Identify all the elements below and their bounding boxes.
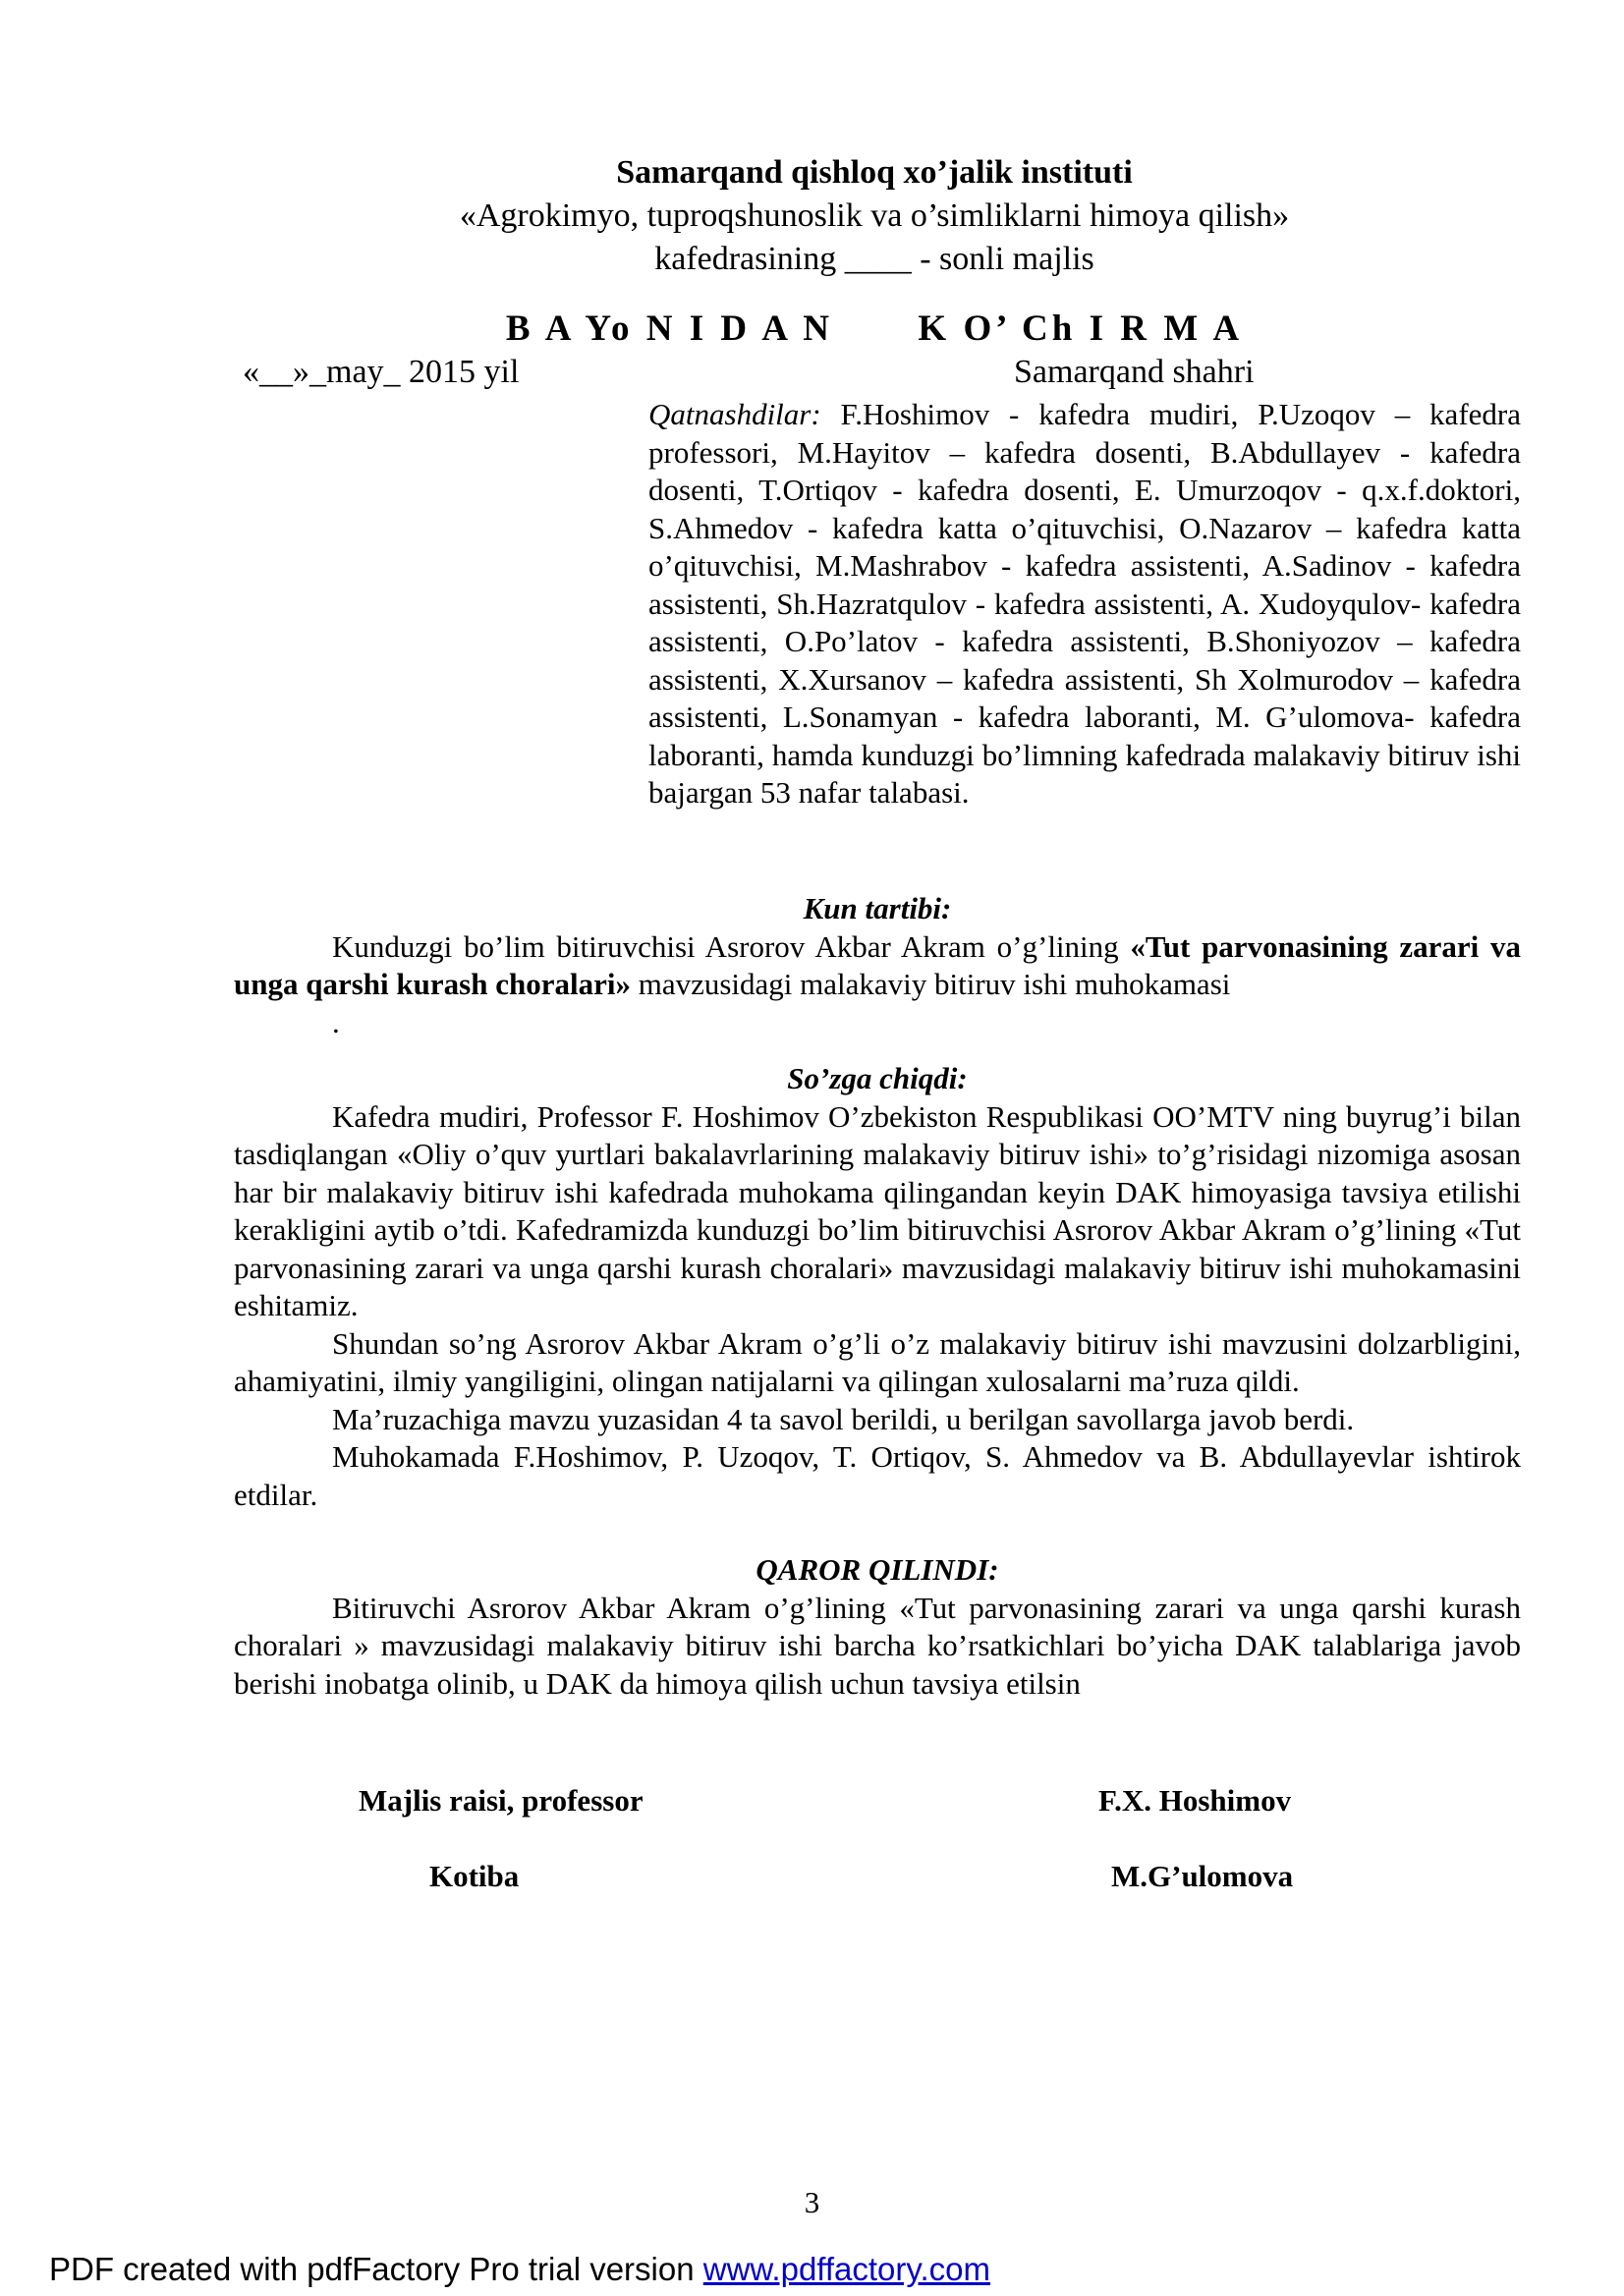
speech-paragraph-4: Muhokamada F.Hoshimov, P. Uzoqov, T. Ortiqov, S. Ahmedov va B. Abdullayevlar ishtirok etdilar. xyxy=(234,1439,1521,1512)
speech-paragraph-2: Shundan so’ng Asrorov Akbar Akram o’g’li o’z malakaviy bitiruv ishi mavzusini dolzarbligini, ahamiyatini, ilmiy yangiligini, olingan natijalarni va qilingan xulosalarni ma’ruza qildi. xyxy=(234,1325,1521,1398)
thesis-topic: «Tut parvonasining zarari va unga qarshi kurash choralari» xyxy=(234,928,1521,1001)
speech-title: So’zga chiqdi: xyxy=(787,1061,968,1095)
pdf-footer xyxy=(49,2250,990,2289)
page-number: 3 xyxy=(804,2185,820,2219)
decision-text: Bitiruvchi Asrorov Akbar Akram o’g’lining «Tut parvonasining zarari va unga qarshi kurash choralari » mavzusidagi malakaviy bitiruv ishi barcha ko’rsatkichlari bo’yicha DAK talablariga javob berishi inobatga olinib, u DAK da himoya qilish uchun tavsiya etilsin xyxy=(234,1590,1521,1701)
title-part-2: K O’ Ch I R M A xyxy=(918,308,1244,349)
document-header xyxy=(236,151,1513,281)
pdffactory-link[interactable]: www.pdffactory.com xyxy=(702,2251,990,2287)
participants-list: F.Hoshimov - kafedra mudiri, P.Uzoqov – kafedra professori, M.Hayitov – kafedra dosenti, B.Abdullayev - kafedra dosenti, T.Ortiqov - kafedra dosenti, E. Umurzoqov - q.x.f.doktori, S.Ahmedov - kafedra katta o’qituvchisi, O.Nazarov – kafedra katta o’qituvchisi, M.Mashrabov - kafedra assistenti, A.Sadinov - kafedra assistenti, Sh.Hazratqulov - kafedra assistenti, A. Xudoyqulov- kafedra assistenti, O.Po’latov - kafedra assistenti, B.Shoniyozov – kafedra assistenti, X.Xursanov – kafedra assistenti, Sh Xolmurodov – kafedra assistenti, L.Sonamyan - kafedra laboranti, M. G’ulomova- kafedra laboranti, hamda kunduzgi bo’limning kafedrada malakaviy bitiruv ishi bajargan 53 nafar talabasi. xyxy=(648,397,1521,810)
title-part-1: B A Yo N I D A N xyxy=(505,308,833,349)
department-name: «Agrokimyo, tuproqshunoslik va o’simliklarni himoya qilish» xyxy=(459,197,1290,234)
agenda-text-start: Kunduzgi bo’lim bitiruvchisi Asrorov Akbar Akram o’g’lining xyxy=(332,928,1131,964)
secretary-name: M.G’ulomova xyxy=(1111,1859,1294,1893)
minutes-body xyxy=(234,890,1521,1703)
agenda-dot: . xyxy=(332,1004,340,1039)
participants-block xyxy=(648,396,1521,812)
agenda-title: Kun tartibi: xyxy=(803,891,952,925)
meeting-date: «__»_may_ 2015 yil xyxy=(243,354,520,390)
chair-name: F.X. Hoshimov xyxy=(1098,1783,1292,1818)
document-title xyxy=(236,308,1513,351)
agenda-text xyxy=(234,928,1521,1004)
chair-role: Majlis raisi, professor xyxy=(359,1783,644,1818)
participants-label: Qatnashdilar: xyxy=(648,397,821,431)
decision-title: QAROR QILINDI: xyxy=(756,1552,999,1587)
speech-paragraph-1: Kafedra mudiri, Professor F. Hoshimov O’zbekiston Respublikasi OO’MTV ning buyrug’i bilan tasdiqlangan «Oliy o’quv yurtlari bakalavrlarining malakaviy bitiruv ishi» to’g’risidagi nizomiga asosan har bir malakaviy bitiruv ishi kafedrada muhokama qilingandan keyin DAK himoyasiga tavsiya etilishi kerakligini aytib o’tdi. Kafedramizda kunduzgi bo’lim bitiruvchisi Asrorov Akbar Akram o’g’lining «Tut parvonasining zarari va unga qarshi kurash choralari» mavzusidagi malakaviy bitiruv ishi muhokamasini eshitamiz. xyxy=(234,1098,1521,1322)
agenda-text-end: mavzusidagi malakaviy bitiruv ishi muhokamasi xyxy=(630,967,1231,1001)
meeting-city: Samarqand shahri xyxy=(1014,354,1255,390)
secretary-role: Kotiba xyxy=(429,1859,520,1893)
meeting-number-line: kafedrasining ____ - sonli majlis xyxy=(654,241,1094,277)
footer-text: PDF created with pdfFactory Pro trial version xyxy=(49,2251,703,2287)
institution-name: Samarqand qishloq xo’jalik instituti xyxy=(616,154,1133,191)
speech-paragraph-3: Ma’ruzachiga mavzu yuzasidan 4 ta savol berildi, u berilgan savollarga javob berdi. xyxy=(332,1401,1355,1436)
